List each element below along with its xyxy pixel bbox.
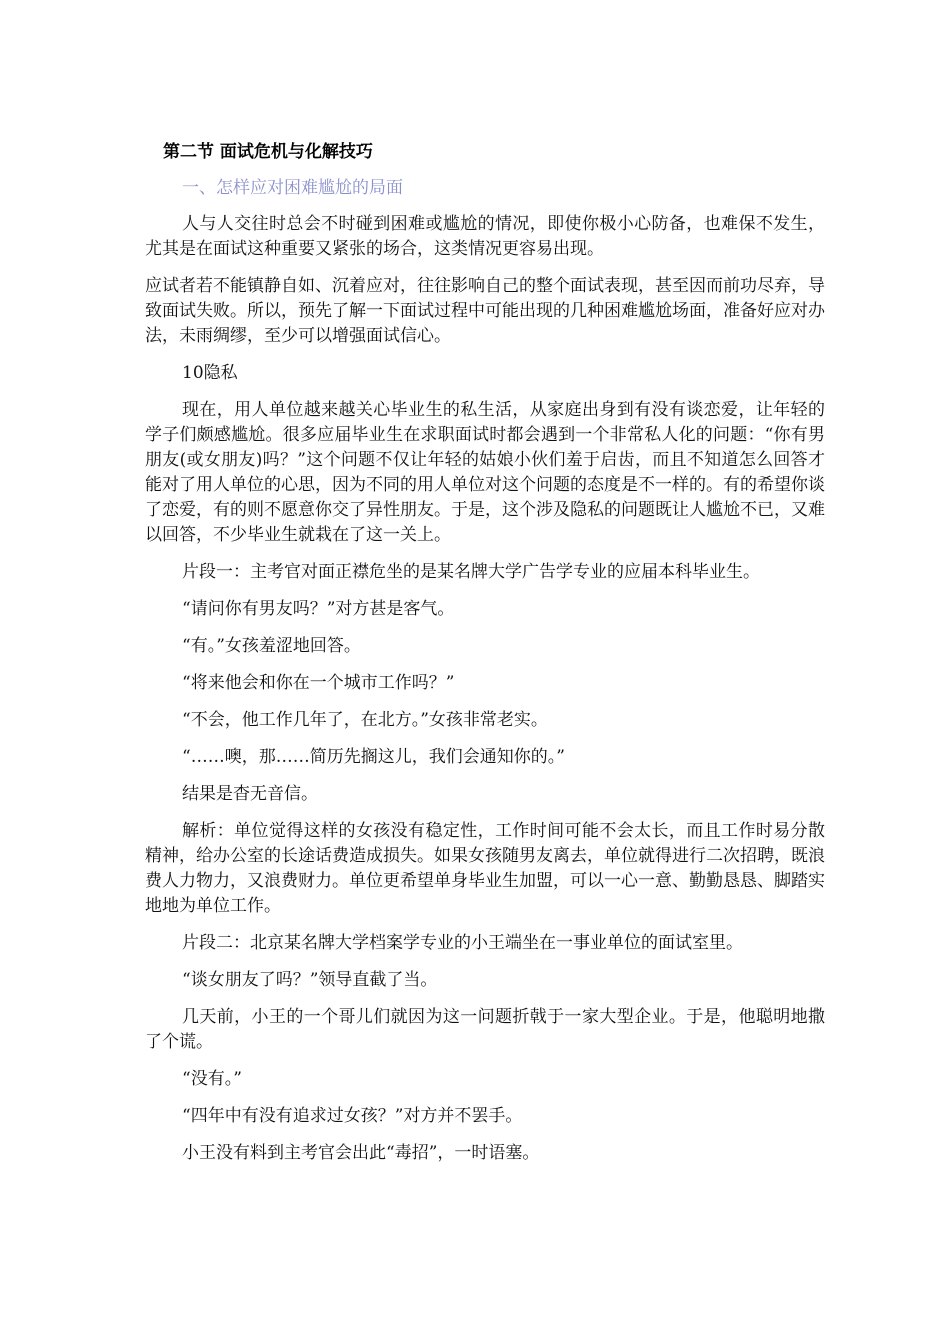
paragraph-heading: 10隐私 bbox=[182, 363, 238, 383]
section-title: 第二节 面试危机与化解技巧 bbox=[163, 142, 373, 162]
dialogue-line: “请问你有男友吗？”对方甚是客气。 bbox=[182, 599, 455, 619]
paragraph: 片段二：北京某名牌大学档案学专业的小王端坐在一事业单位的面试室里。 bbox=[182, 933, 743, 953]
paragraph: 应试者若不能镇静自如、沉着应对，往往影响自己的整个面试表现，甚至因而前功尽弃，导致面试失败。所以，预先了解一下面试过程中可能出现的几种困难尴尬场面，准备好应对办法，未雨绸缪，至少可以增强面试信心。 bbox=[145, 276, 825, 346]
paragraph: 现在，用人单位越来越关心毕业生的私生活，从家庭出身到有没有谈恋爱，让年轻的学子们颇感尴尬。很多应届毕业生在求职面试时都会遇到一个非常私人化的问题：“你有男朋友(或女朋友)吗？”这个问题不仅让年轻的姑娘小伙们羞于启齿，而且不知道怎么回答才能对了用人单位的心思，因为不同的用人单位对这个问题的态度是不一样的。有的希望你谈了恋爱，有的则不愿意你交了异性朋友。于是，这个涉及隐私的问题既让人尴尬不已，又难以回答，不少毕业生就栽在了这一关上。 bbox=[145, 400, 825, 545]
dialogue-line: “四年中有没有追求过女孩？”对方并不罢手。 bbox=[182, 1106, 523, 1126]
dialogue-line: “没有。” bbox=[182, 1069, 242, 1089]
paragraph: 小王没有料到主考官会出此“毒招”，一时语塞。 bbox=[182, 1143, 540, 1163]
paragraph: 结果是杳无音信。 bbox=[182, 784, 318, 804]
dialogue-line: “……噢，那……简历先搁这儿，我们会通知你的。” bbox=[182, 747, 565, 767]
dialogue-line: “将来他会和你在一个城市工作吗？” bbox=[182, 673, 455, 693]
document-body bbox=[145, 140, 825, 1178]
paragraph: 几天前，小王的一个哥儿们就因为这一问题折戟于一家大型企业。于是，他聪明地撒了个谎。 bbox=[145, 1007, 825, 1052]
dialogue-line: “不会，他工作几年了，在北方。”女孩非常老实。 bbox=[182, 710, 548, 730]
paragraph: 解析：单位觉得这样的女孩没有稳定性，工作时间可能不会太长，而且工作时易分散精神，给办公室的长途话费造成损失。如果女孩随男友离去，单位就得进行二次招聘，既浪费人力物力，又浪费财力。单位更希望单身毕业生加盟，可以一心一意、勤勤恳恳、脚踏实地地为单位工作。 bbox=[145, 821, 825, 916]
dialogue-line: “有。”女孩羞涩地回答。 bbox=[182, 636, 361, 656]
paragraph: 人与人交往时总会不时碰到困难或尴尬的情况，即使你极小心防备，也难保不发生，尤其是在面试这种重要又紧张的场合，这类情况更容易出现。 bbox=[145, 214, 825, 259]
subsection-title: 一、怎样应对困难尴尬的局面 bbox=[182, 178, 403, 198]
paragraph: 片段一：主考官对面正襟危坐的是某名牌大学广告学专业的应届本科毕业生。 bbox=[182, 562, 760, 582]
dialogue-line: “谈女朋友了吗？”领导直截了当。 bbox=[182, 970, 438, 990]
